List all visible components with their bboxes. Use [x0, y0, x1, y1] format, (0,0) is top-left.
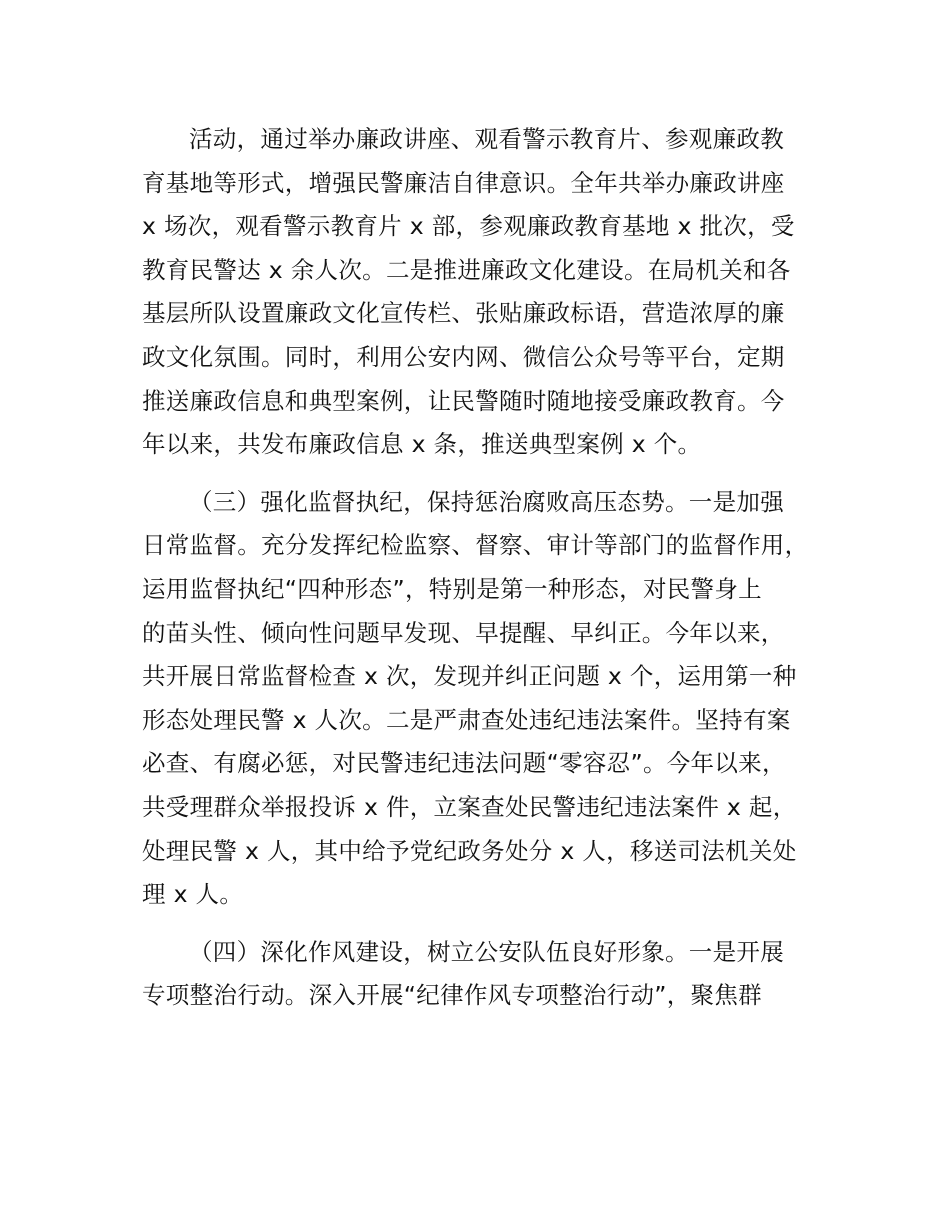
- text-line: x 场次，观看警示教育片 x 部，参观廉政教育基地 x 批次，受: [142, 212, 795, 241]
- text-line: 活动，通过举办廉政讲座、观看警示教育片、参观廉政教: [189, 125, 784, 153]
- paragraph-2: [142, 481, 832, 917]
- text-line: 共开展日常监督检查 x 次，发现并纠正问题 x 个，运用第一种: [142, 662, 797, 691]
- text-line: 处理民警 x 人，其中给予党纪政务处分 x 人，移送司法机关处: [142, 836, 797, 865]
- text-line: 基层所队设置廉政文化宣传栏、张贴廉政标语，营造浓厚的廉: [142, 299, 785, 328]
- text-line: 运用监督执纪“四种形态”，特别是第一种形态，对民警身上: [142, 574, 762, 603]
- paragraph-3: [142, 931, 832, 1018]
- text-line: （四）深化作风建设，树立公安队伍良好形象。一是开展: [189, 937, 784, 966]
- text-line: 日常监督。充分发挥纪检监察、督察、审计等部门的监督作用，: [142, 531, 809, 560]
- text-line: 政文化氛围。同时，利用公安内网、微信公众号等平台，定期: [142, 342, 785, 371]
- text-line: 育基地等形式，增强民警廉洁自律意识。全年共举办廉政讲座: [142, 168, 785, 197]
- text-line: 的苗头性、倾向性问题早发现、早提醒、早纠正。今年以来，: [142, 618, 785, 647]
- text-line: 年以来，共发布廉政信息 x 条，推送典型案例 x 个。: [142, 430, 702, 459]
- text-line: 专项整治行动。深入开展“纪律作风专项整治行动”，聚焦群: [142, 981, 762, 1010]
- text-line: （三）强化监督执纪，保持惩治腐败高压态势。一是加强: [189, 487, 784, 516]
- text-line: 共受理群众举报投诉 x 件，立案查处民警违纪违法案件 x 起，: [142, 792, 797, 821]
- paragraph-1: [142, 118, 832, 467]
- text-line: 推送廉政信息和典型案例，让民警随时随地接受廉政教育。今: [142, 386, 785, 415]
- text-line: 理 x 人。: [142, 880, 244, 909]
- text-line: 教育民警达 x 余人次。二是推进廉政文化建设。在局机关和各: [142, 255, 791, 284]
- text-line: 形态处理民警 x 人次。二是严肃查处违纪违法案件。坚持有案: [142, 705, 791, 734]
- document-body: [142, 118, 832, 1032]
- text-line: 必查、有腐必惩，对民警违纪违法问题“零容忍”。今年以来，: [142, 749, 786, 778]
